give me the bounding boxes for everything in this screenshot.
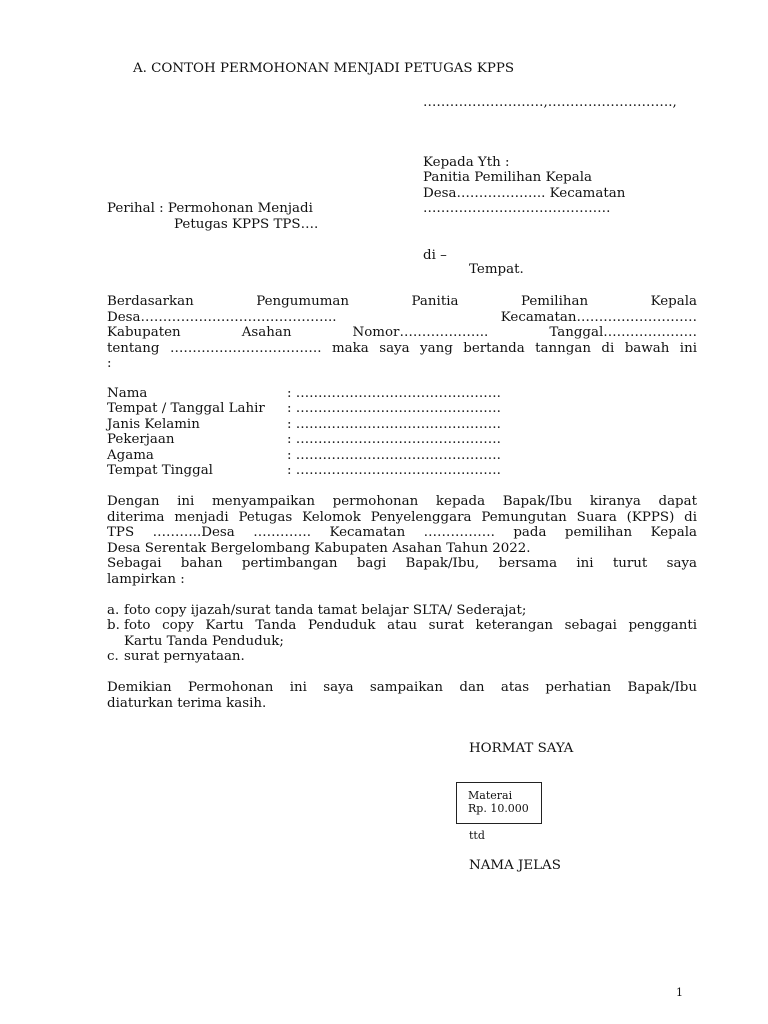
place-date-line: ………………………,………………………., xyxy=(423,95,677,110)
attachment-item xyxy=(107,649,697,665)
subject-line-1: Perihal : Permohonan Menjadi xyxy=(107,201,313,216)
field-value: : ………………………………………. xyxy=(287,463,501,478)
body-paragraph xyxy=(107,494,697,588)
attachment-text: foto copy ijazah/surat tanda tamat belajar SLTA/ Sederajat; xyxy=(124,603,527,618)
intro-paragraph xyxy=(107,294,697,372)
intro-line: Desa…………………………………….. Kecamatan……………………… xyxy=(107,309,697,325)
stamp-amount: Rp. 10.000 xyxy=(468,802,529,815)
document-heading: A. CONTOH PERMOHONAN MENJADI PETUGAS KPPS xyxy=(133,61,515,76)
field-row-tempat-tinggal xyxy=(107,463,527,479)
field-value: : ………………………………………. xyxy=(287,386,501,401)
field-label: Janis Kelamin xyxy=(107,417,200,432)
page-number: 1 xyxy=(676,986,683,999)
list-marker: a. xyxy=(107,603,120,618)
field-label: Agama xyxy=(107,448,154,463)
recipient-place: Tempat. xyxy=(469,262,524,277)
signature-ttd: ttd xyxy=(469,829,485,842)
attachment-text: surat pernyataan. xyxy=(124,649,245,664)
body-line: lampirkan : xyxy=(107,571,185,587)
field-row-pekerjaan xyxy=(107,432,527,448)
closing-line: Demikian Permohonan ini saya sampaikan dan atas perhatian Bapak/Ibu xyxy=(107,680,697,695)
field-label: Tempat Tinggal xyxy=(107,463,213,478)
intro-line: Kabupaten Asahan Nomor……………….. Tanggal………………… xyxy=(107,325,697,341)
stamp-box xyxy=(456,782,542,824)
field-row-nama xyxy=(107,386,527,402)
attachment-text: Kartu Tanda Penduduk; xyxy=(124,633,284,649)
intro-line: Berdasarkan Pengumuman Panitia Pemilihan Kepala xyxy=(107,294,697,309)
recipient-district: …………………………………… xyxy=(423,201,611,216)
field-value: : ………………………………………. xyxy=(287,448,501,463)
attachment-item xyxy=(107,603,697,619)
field-row-agama xyxy=(107,448,527,464)
signature-name: NAMA JELAS xyxy=(469,858,561,873)
body-line: TPS ………..Desa …………. Kecamatan ……………. pada pemilihan Kepala xyxy=(107,525,697,541)
field-row-tempat-tanggal-lahir xyxy=(107,401,527,417)
attachment-item xyxy=(107,618,697,650)
intro-line: tentang ……………………………. maka saya yang bertanda tanngan di bawah ini xyxy=(107,340,697,356)
recipient-committee: Panitia Pemilihan Kepala xyxy=(423,170,592,185)
field-value: : ………………………………………. xyxy=(287,401,501,416)
closing-line: diaturkan terima kasih. xyxy=(107,695,267,711)
recipient-at: di – xyxy=(423,248,447,263)
field-value: : ………………………………………. xyxy=(287,417,501,432)
body-line: Dengan ini menyampaikan permohonan kepada Bapak/Ibu kiranya dapat xyxy=(107,494,697,509)
list-marker: c. xyxy=(107,649,119,664)
body-line: Sebagai bahan pertimbangan bagi Bapak/Ibu, bersama ini turut saya xyxy=(107,556,697,572)
field-row-jenis-kelamin xyxy=(107,417,527,433)
field-label: Tempat / Tanggal Lahir xyxy=(107,401,265,416)
recipient-village: Desa……………….. Kecamatan xyxy=(423,186,626,201)
stamp-label: Materai xyxy=(468,789,513,802)
list-marker: b. xyxy=(107,618,120,633)
field-label: Pekerjaan xyxy=(107,432,175,447)
body-line: diterima menjadi Petugas Kelomok Penyelenggara Pemungutan Suara (KPPS) di xyxy=(107,509,697,525)
subject-line-2: Petugas KPPS TPS…. xyxy=(174,217,319,232)
signature-greeting: HORMAT SAYA xyxy=(469,741,574,756)
intro-line: : xyxy=(107,356,112,372)
field-label: Nama xyxy=(107,386,148,401)
attachment-text: foto copy Kartu Tanda Penduduk atau surat keterangan sebagai pengganti xyxy=(124,618,697,633)
field-value: : ………………………………………. xyxy=(287,432,501,447)
body-line: Desa Serentak Bergelombang Kabupaten Asahan Tahun 2022. xyxy=(107,540,531,556)
closing-paragraph xyxy=(107,680,697,711)
recipient-greeting: Kepada Yth : xyxy=(423,155,510,170)
